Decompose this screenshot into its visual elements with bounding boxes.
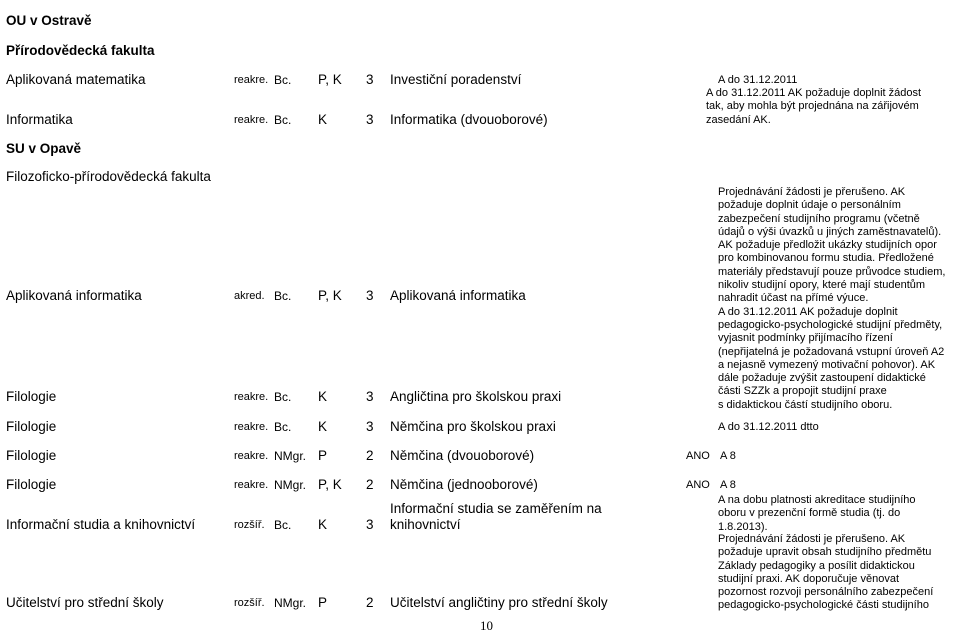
- note-line: A do 31.12.2011 AK požaduje doplnit žádost: [706, 87, 922, 99]
- degree: Bc.: [274, 420, 292, 434]
- note-line: 1.8.2013).: [718, 520, 768, 533]
- application-type: reakre.: [234, 391, 269, 403]
- interview-note: ANO: [686, 479, 710, 491]
- interview-note: ANO: [686, 450, 710, 462]
- study-years: 3: [366, 419, 374, 434]
- note-line: zasedání AK.: [706, 113, 771, 126]
- study-years: 3: [366, 72, 374, 87]
- application-type: rozšíř.: [234, 597, 265, 609]
- note-line: tak, aby mohla být projednána na zářijovém: [706, 100, 919, 113]
- program-name: Filologie: [6, 477, 57, 492]
- application-type: reakre.: [234, 114, 269, 126]
- note-line: dále požaduje zvýšit zastoupení didaktické: [718, 372, 926, 385]
- study-years: 2: [366, 477, 374, 492]
- study-years: 3: [366, 517, 374, 532]
- note-line: A na dobu platnosti akreditace studijního: [718, 494, 916, 506]
- study-years: 3: [366, 389, 374, 404]
- note-line: požaduje upravit obsah studijního předmětu: [718, 546, 932, 559]
- study-years: 3: [366, 112, 374, 127]
- field-name: Informatika (dvouoborové): [390, 112, 548, 127]
- field-name-line: Informační studia se zaměřením na: [390, 501, 602, 516]
- field-name-line: knihovnictví: [390, 517, 461, 532]
- study-years: 2: [366, 595, 374, 610]
- field-name: Němčina (dvouoborové): [390, 448, 535, 463]
- program-name: Učitelství pro střední školy: [6, 595, 164, 610]
- program-name: Informatika: [6, 112, 73, 127]
- application-type: reakre.: [234, 74, 269, 86]
- faculty-heading-prirodovedecka: Přírodovědecká fakulta: [6, 43, 155, 58]
- study-form: K: [318, 517, 328, 532]
- note-line: Projednávání žádosti je přerušeno. AK: [718, 533, 906, 545]
- note-line: údajů o výši úvazků u jiných zaměstnavatelů).: [718, 225, 942, 238]
- degree: Bc.: [274, 518, 292, 532]
- program-name: Filologie: [6, 419, 57, 434]
- field-name: Němčina (jednooborové): [390, 477, 538, 492]
- decision-result: A do 31.12.2011: [718, 74, 798, 86]
- application-type: reakre.: [234, 479, 269, 491]
- note-line: a nejasně vymezený motivační pohovor). AK: [718, 358, 936, 371]
- degree: Bc.: [274, 73, 292, 87]
- note-line: zabezpečení studijního programu (včetně: [718, 212, 920, 225]
- note-line: pedagogicko-psychologické části studijního: [718, 599, 929, 612]
- decision-result: A 8: [720, 479, 736, 491]
- field-name: Němčina pro školskou praxi: [390, 419, 556, 434]
- note-line: nahradit účast na přímé výuce.: [718, 292, 869, 305]
- note-line: pro kombinovanou formu studia. Předložené: [718, 252, 934, 265]
- note-line: oboru v prezenční formě studia (tj. do: [718, 507, 901, 520]
- degree: Bc.: [274, 289, 292, 303]
- field-name: Aplikovaná informatika: [390, 288, 526, 303]
- application-type: akred.: [234, 290, 265, 302]
- note-line: Projednávání žádosti je přerušeno. AK: [718, 186, 906, 198]
- study-years: 3: [366, 288, 374, 303]
- study-form: K: [318, 389, 328, 404]
- university-heading-ostrava: OU v Ostravě: [6, 13, 92, 28]
- note-line: nikoliv studijní opory, které mají studentům: [718, 279, 926, 292]
- decision-note-opava: [718, 186, 958, 412]
- note-line: s didaktickou částí studijního oboru.: [718, 398, 893, 411]
- note-line: pedagogicko-psychologické studijní předměty,: [718, 318, 943, 331]
- application-type: reakre.: [234, 450, 269, 462]
- note-line: Základy pedagogiky a posílit didaktickou: [718, 559, 915, 572]
- note-line: pozornost rozvoji personálního zabezpečení: [718, 586, 934, 599]
- decision-note-knihovnictvi: [718, 494, 958, 534]
- study-form: P: [318, 448, 328, 463]
- study-years: 2: [366, 448, 374, 463]
- study-form: P, K: [318, 72, 342, 87]
- decision-result: A 8: [720, 450, 736, 462]
- study-form: K: [318, 419, 328, 434]
- program-name: Aplikovaná matematika: [6, 72, 146, 87]
- degree: NMgr.: [274, 596, 307, 610]
- program-name: Informační studia a knihovnictví: [6, 517, 196, 532]
- study-form: K: [318, 112, 328, 127]
- field-name: Učitelství angličtiny pro střední školy: [390, 595, 608, 610]
- field-name: Investiční poradenství: [390, 72, 522, 87]
- program-name: Filologie: [6, 448, 57, 463]
- note-line: AK požaduje předložit ukázky studijních opor: [718, 239, 937, 252]
- study-form: P, K: [318, 288, 342, 303]
- decision-note-informatika: [706, 87, 958, 127]
- program-name: Filologie: [6, 389, 57, 404]
- degree: NMgr.: [274, 449, 307, 463]
- note-line: požaduje doplnit údaje o personálním: [718, 199, 901, 212]
- note-line: studijní praxi. AK doporučuje věnovat: [718, 572, 900, 585]
- degree: NMgr.: [274, 478, 307, 492]
- program-name: Aplikovaná informatika: [6, 288, 142, 303]
- study-form: P: [318, 595, 328, 610]
- page-number: 10: [480, 618, 493, 633]
- university-heading-opava: SU v Opavě: [6, 141, 82, 156]
- note-line: A do 31.12.2011 AK požaduje doplnit: [718, 305, 898, 318]
- study-form: P, K: [318, 477, 342, 492]
- application-type: reakre.: [234, 421, 269, 433]
- note-line: (nepřijatelná je požadovaná vstupní úroveň A2: [718, 345, 945, 358]
- decision-result: A do 31.12.2011 dtto: [718, 421, 819, 433]
- decision-note-ucitelstvi: [718, 533, 958, 613]
- application-type: rozšíř.: [234, 519, 265, 531]
- note-line: materiály představují pouze průvodce studiem,: [718, 265, 946, 278]
- degree: Bc.: [274, 113, 292, 127]
- faculty-heading-filozoficko: Filozoficko-přírodovědecká fakulta: [6, 169, 211, 184]
- field-name: Angličtina pro školskou praxi: [390, 389, 562, 404]
- note-line: vyjasnit podmínky přijímacího řízení: [718, 332, 893, 345]
- degree: Bc.: [274, 390, 292, 404]
- note-line: části SZZk a propojit studijní praxe: [718, 385, 887, 398]
